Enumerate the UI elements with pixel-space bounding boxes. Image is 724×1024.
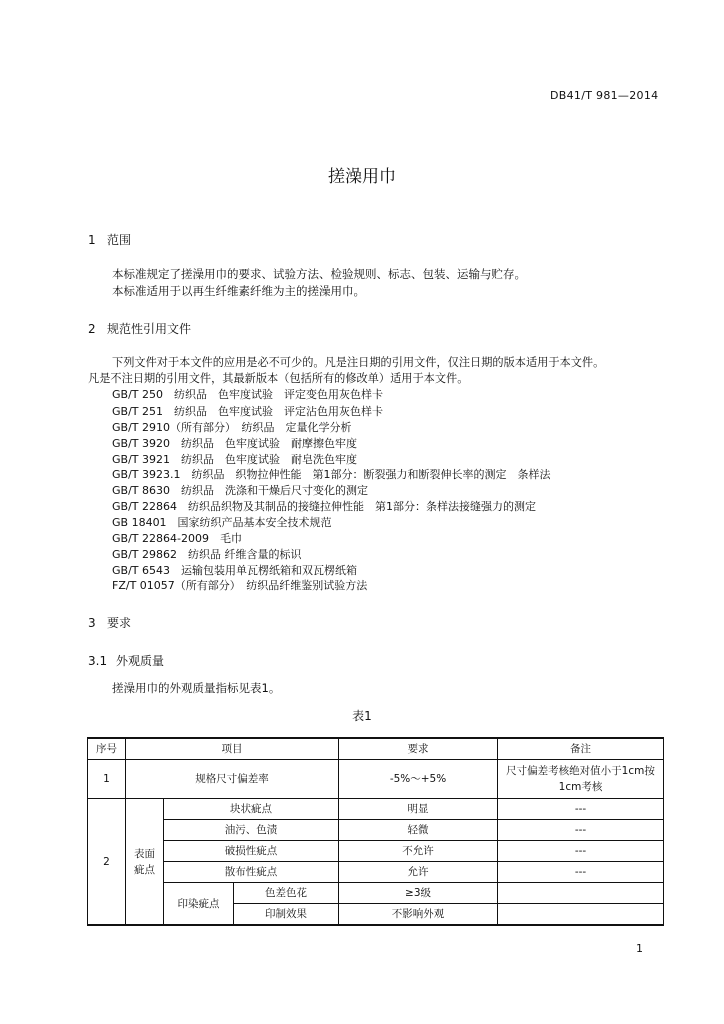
reference-item: GB/T 29862 纺织品 纤维含量的标识 (112, 548, 302, 561)
reference-item: FZ/T 01057（所有部分） 纺织品纤维鉴别试验方法 (112, 579, 368, 592)
cell-requirement: -5%～+5% (339, 760, 498, 799)
section-title: 要求 (107, 616, 132, 630)
cell-note: --- (498, 862, 664, 883)
reference-item: GB/T 3923.1 纺织品 织物拉伸性能 第1部分：断裂强力和断裂伸长率的测定 条样法 (112, 468, 551, 481)
cell-item: 块状疵点 (164, 799, 339, 820)
table-row (88, 820, 664, 841)
cell-item: 散布性疵点 (164, 862, 339, 883)
appearance-quality-table (87, 737, 664, 926)
note-line: 尺寸偏差考核绝对值小于1cm按 (506, 765, 655, 777)
cell-group (126, 799, 164, 926)
section-3-heading (88, 614, 131, 631)
section-2-intro-line-2: 凡是不注日期的引用文件，其最新版本（包括所有的修改单）适用于本文件。 (88, 372, 469, 385)
document-title: 搓澡用巾 (328, 167, 396, 187)
cell-note (498, 883, 664, 904)
subsection-number: 3.1 (88, 654, 108, 668)
section-1-paragraph-1: 本标准规定了搓澡用巾的要求、试验方法、检验规则、标志、包装、运输与贮存。 (112, 267, 526, 281)
reference-item: GB/T 8630 纺织品 洗涤和干燥后尺寸变化的测定 (112, 484, 368, 497)
reference-item: GB/T 3921 纺织品 色牢度试验 耐皂洗色牢度 (112, 453, 357, 466)
page-number: 1 (636, 942, 643, 955)
subsection-3-1-heading (88, 652, 164, 669)
group-line: 疵点 (134, 863, 155, 876)
header-requirement: 要求 (339, 738, 498, 760)
cell-note: --- (498, 799, 664, 820)
table-caption: 表1 (352, 709, 372, 723)
reference-item: GB/T 251 纺织品 色牢度试验 评定沾色用灰色样卡 (112, 405, 383, 418)
table-row (88, 883, 664, 904)
reference-item: GB/T 6543 运输包装用单瓦楞纸箱和双瓦楞纸箱 (112, 564, 357, 577)
cell-requirement: 轻微 (339, 820, 498, 841)
section-1-heading (88, 231, 131, 248)
cell-item: 印制效果 (234, 904, 339, 926)
section-title: 规范性引用文件 (107, 322, 192, 336)
cell-note: --- (498, 841, 664, 862)
cell-item: 规格尺寸偏差率 (126, 760, 339, 799)
cell-note (498, 904, 664, 926)
section-2-intro-line-1: 下列文件对于本文件的应用是必不可少的。凡是注日期的引用文件，仅注日期的版本适用于本文件。 (112, 356, 605, 369)
cell-print-label: 印染疵点 (164, 883, 234, 926)
cell-note: --- (498, 820, 664, 841)
table-header-row (88, 738, 664, 760)
section-number: 2 (88, 322, 96, 336)
cell-requirement: ≥3级 (339, 883, 498, 904)
cell-item: 色差色花 (234, 883, 339, 904)
reference-item: GB/T 250 纺织品 色牢度试验 评定变色用灰色样卡 (112, 388, 383, 401)
table-row (88, 760, 664, 799)
cell-requirement: 不影响外观 (339, 904, 498, 926)
table-row (88, 799, 664, 820)
reference-item: GB/T 22864-2009 毛巾 (112, 532, 242, 545)
subsection-title: 外观质量 (116, 654, 165, 668)
reference-item: GB/T 22864 纺织品织物及其制品的接缝拉伸性能 第1部分：条样法接缝强力的测定 (112, 500, 536, 513)
reference-item: GB 18401 国家纺织产品基本安全技术规范 (112, 516, 332, 529)
header-item: 项目 (126, 738, 339, 760)
section-1-paragraph-2: 本标准适用于以再生纤维素纤维为主的搓澡用巾。 (112, 284, 365, 298)
cell-seq: 1 (88, 760, 126, 799)
table-row (88, 841, 664, 862)
group-line: 表面 (134, 847, 155, 860)
cell-seq: 2 (88, 799, 126, 926)
note-line: 1cm考核 (558, 781, 603, 793)
section-title: 范围 (107, 233, 132, 247)
section-number: 1 (88, 233, 96, 247)
section-number: 3 (88, 616, 96, 630)
cell-requirement: 不允许 (339, 841, 498, 862)
cell-requirement: 允许 (339, 862, 498, 883)
cell-note (498, 760, 664, 799)
cell-item: 破损性疵点 (164, 841, 339, 862)
header-note: 备注 (498, 738, 664, 760)
subsection-3-1-paragraph: 搓澡用巾的外观质量指标见表1。 (112, 681, 281, 695)
header-seq: 序号 (88, 738, 126, 760)
standard-code: DB41/T 981—2014 (550, 89, 659, 102)
cell-requirement: 明显 (339, 799, 498, 820)
reference-item: GB/T 2910（所有部分） 纺织品 定量化学分析 (112, 421, 352, 434)
cell-item: 油污、色渍 (164, 820, 339, 841)
section-2-heading (88, 320, 191, 337)
table-row (88, 862, 664, 883)
reference-item: GB/T 3920 纺织品 色牢度试验 耐摩擦色牢度 (112, 437, 357, 450)
